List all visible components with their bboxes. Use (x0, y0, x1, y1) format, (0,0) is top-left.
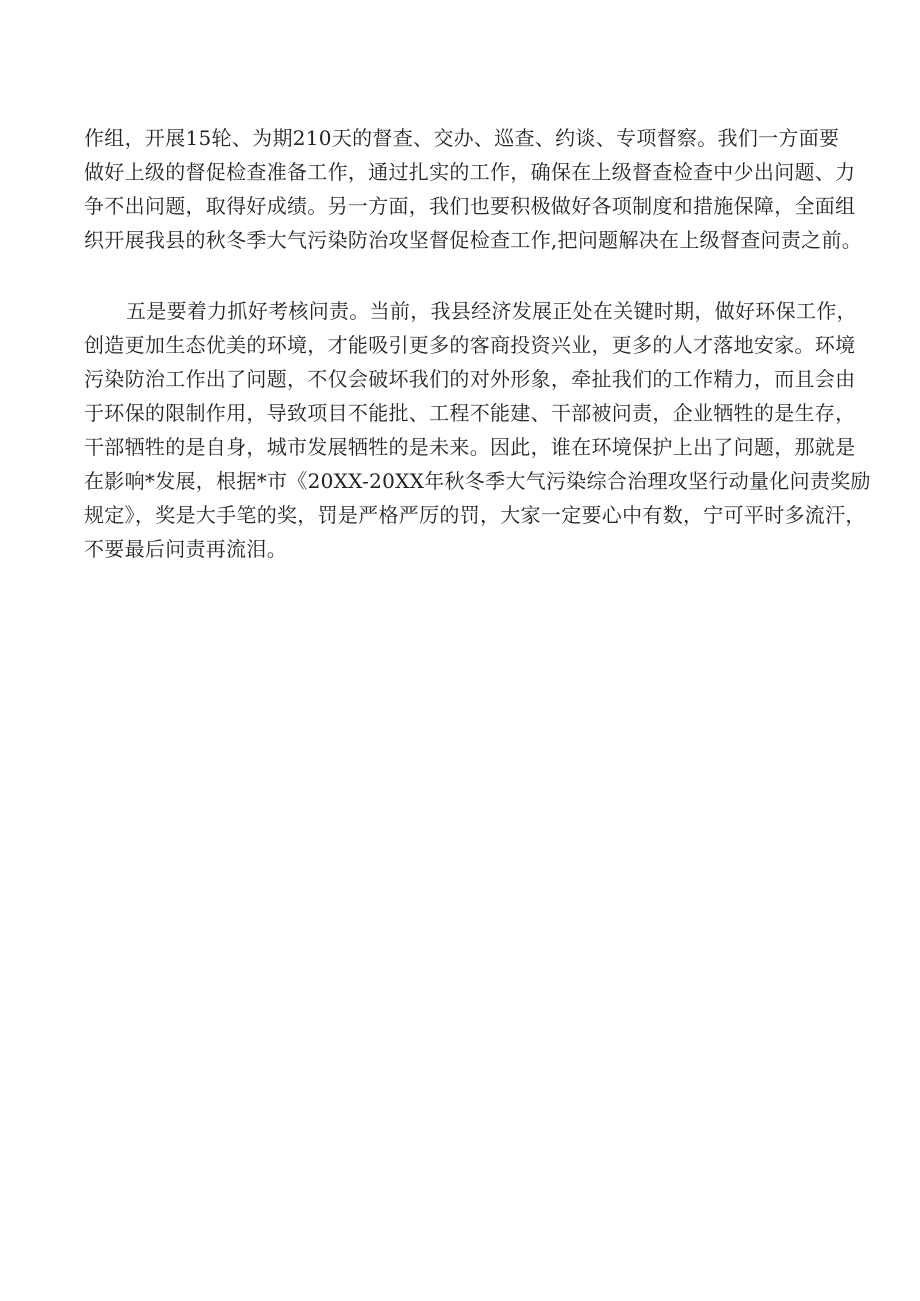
text-line: 争不出问题，取得好成绩。另一方面，我们也要积极做好各项制度和措施保障，全面组 (84, 194, 856, 218)
text-line: 不要最后问责再流泪。 (84, 537, 287, 561)
text-line: 五是要着力抓好考核问责。当前，我县经济发展正处在关键时期，做好环保工作， (126, 299, 857, 323)
text-line: 织开展我县的秋冬季大气污染防治攻坚督促检查工作,把问题解决在上级督查问责之前。 (84, 228, 863, 252)
text-line: 在影响*发展，根据*市《20XX-20XX年秋冬季大气污染综合治理攻坚行动量化问责奖励 (84, 469, 871, 493)
text-line: 创造更加生态优美的环境，才能吸引更多的客商投资兴业，更多的人才落地安家。环境 (84, 333, 856, 357)
document-body (84, 121, 871, 566)
paragraph-supervision (84, 121, 864, 257)
text-line: 作组，开展15轮、为期210天的督查、交办、巡查、约谈、专项督察。我们一方面要 (84, 126, 840, 150)
text-line: 干部牺牲的是自身，城市发展牺牲的是未来。因此，谁在环境保护上出了问题，那就是 (84, 435, 856, 459)
text-line: 做好上级的督促检查准备工作，通过扎实的工作，确保在上级督查检查中少出问题、力 (84, 160, 856, 184)
text-line: 污染防治工作出了问题，不仅会破坏我们的对外形象，牵扯我们的工作精力，而且会由 (84, 367, 856, 391)
text-line: 规定》，奖是大手笔的奖，罚是严格严厉的罚，大家一定要心中有数，宁可平时多流汗， (84, 503, 866, 527)
text-line: 于环保的限制作用，导致项目不能批、工程不能建、干部被问责，企业牺牲的是生存， (84, 401, 856, 425)
paragraph-accountability (84, 294, 871, 566)
